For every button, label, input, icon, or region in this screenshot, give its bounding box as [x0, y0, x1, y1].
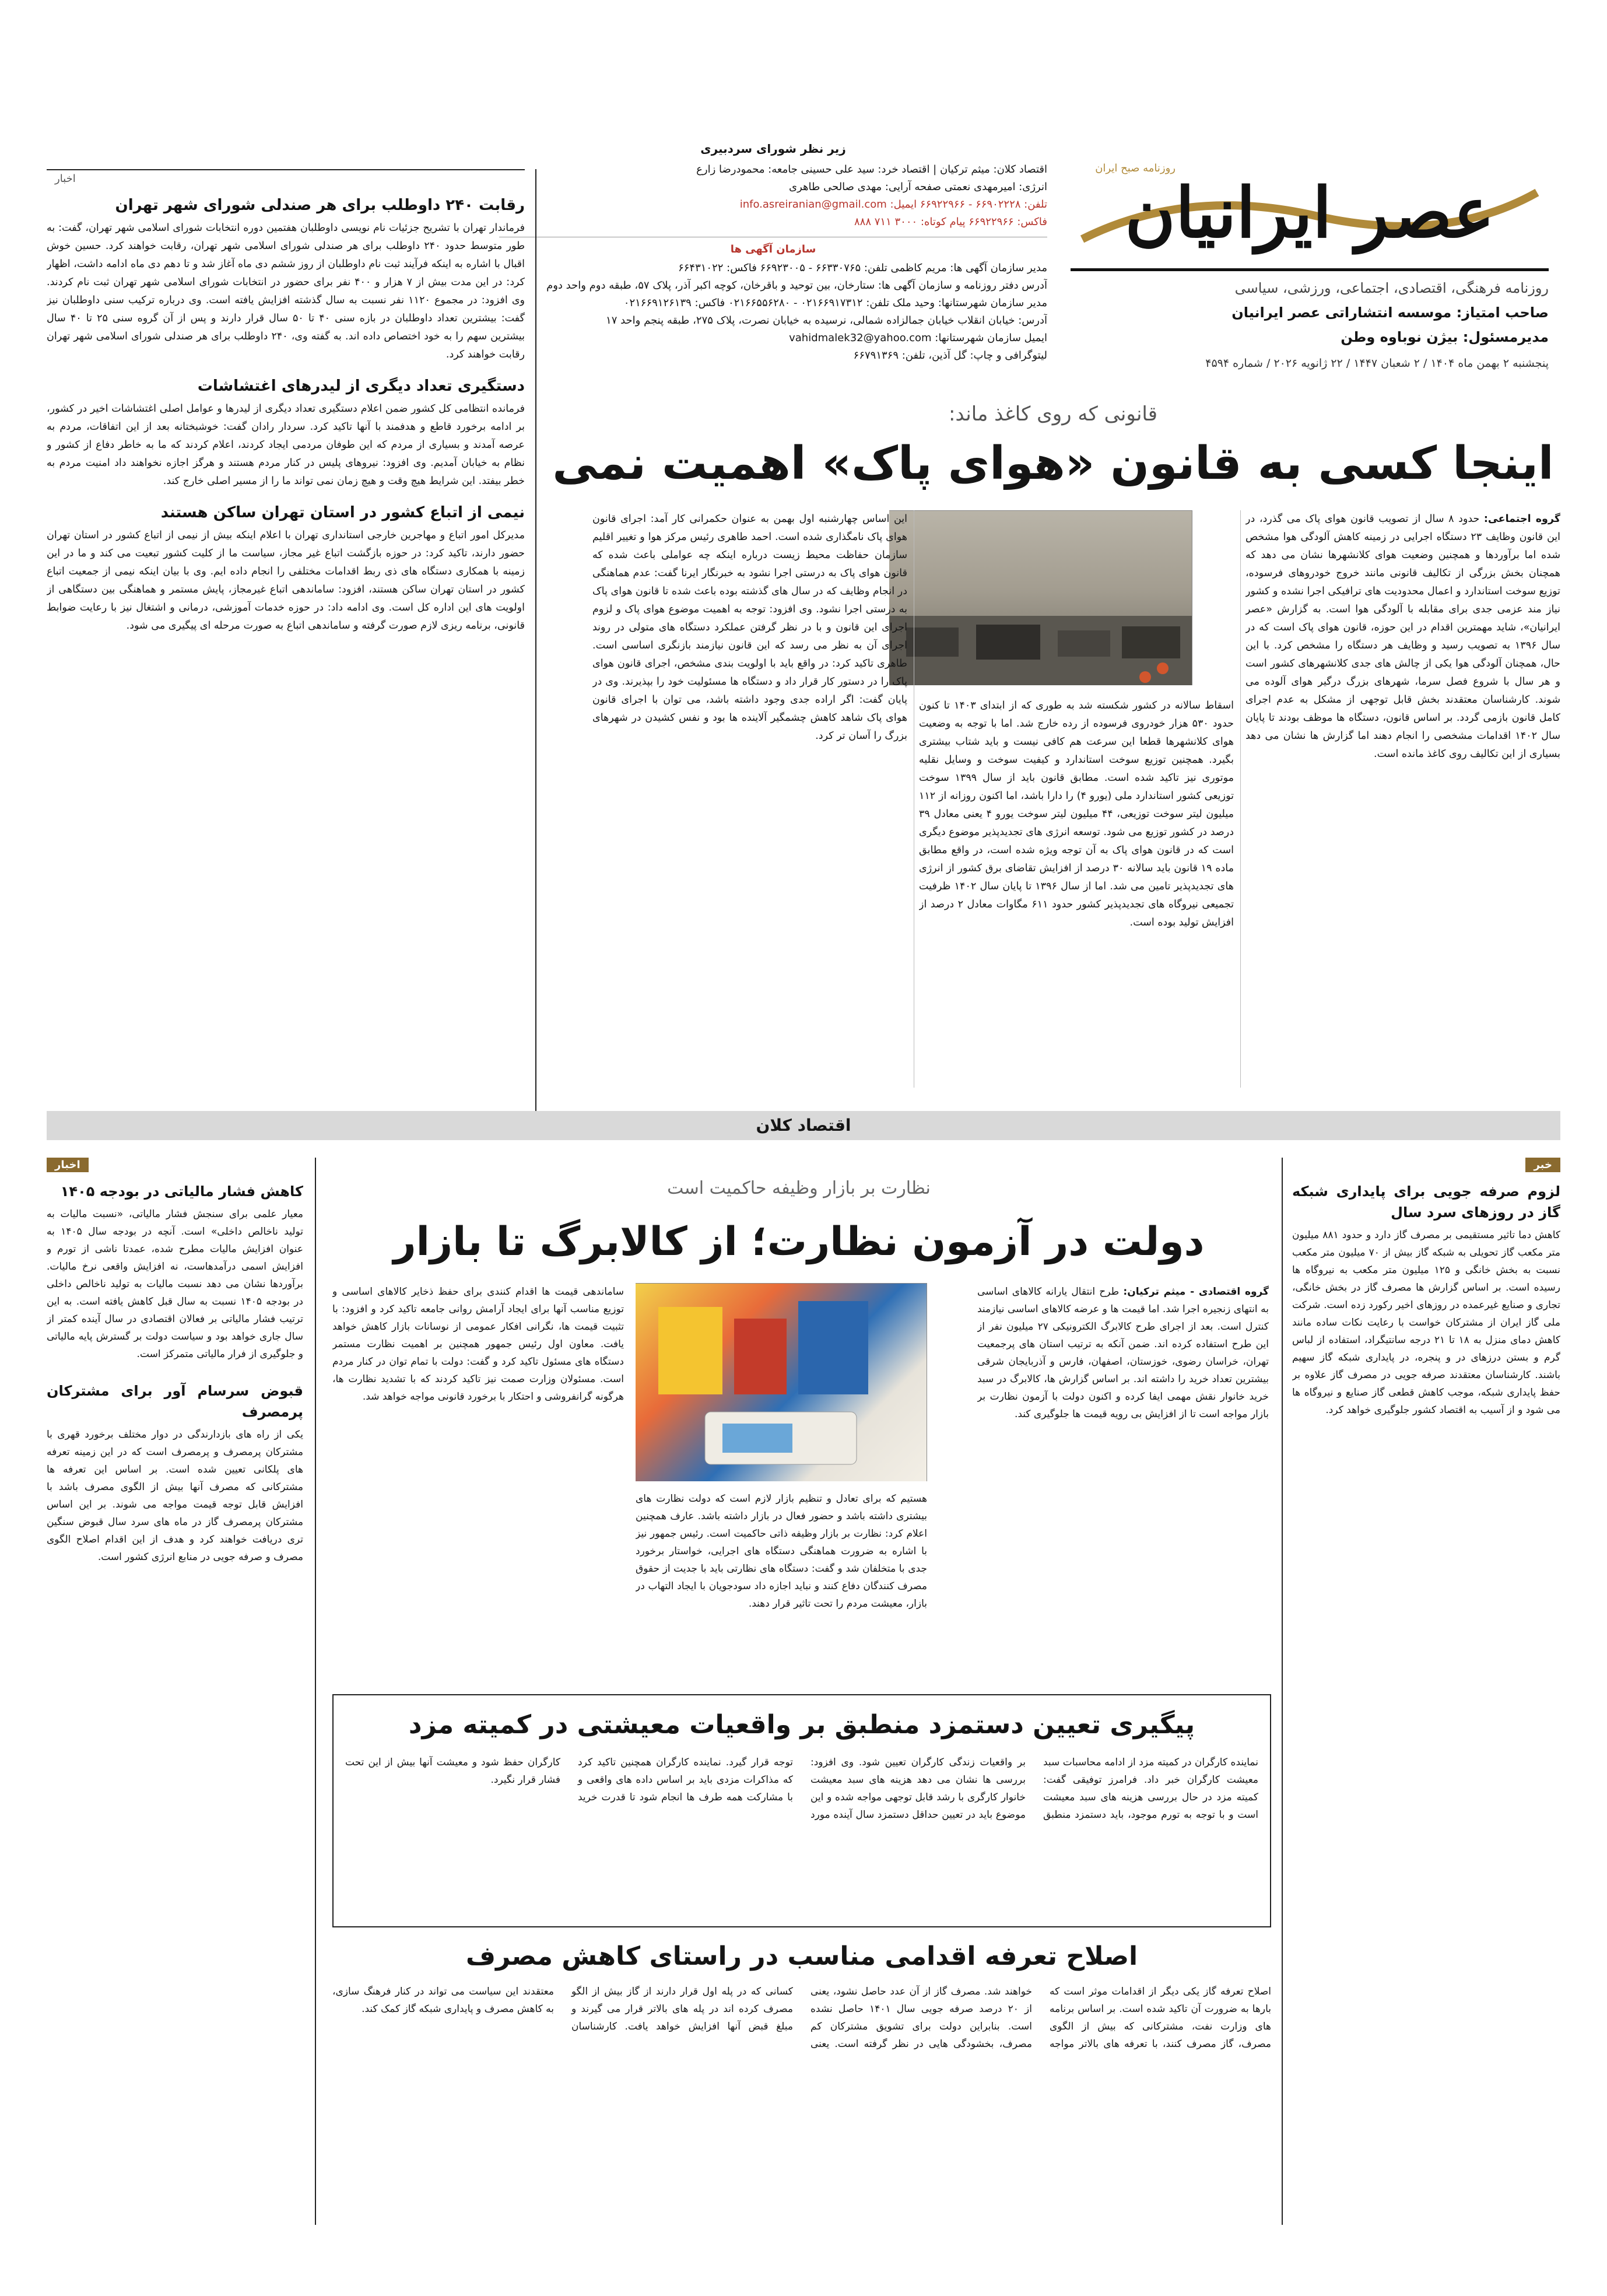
econ-left-body: معیار علمی برای سنجش فشار مالیاتی، «نسبت مالیات به تولید ناخالص داخلی» است. آنچه در بودجه سال ۱۴۰۵ به عنوان افزایش مالیات مطرح شده، عمدتا ناشی از تورم و افزایش اسمی درآمدهاست، نه افزایش واقعی نرخ مالیات. برآوردها نشان می دهد نسبت مالیات به تولید ناخالص داخلی در بودجه ۱۴۰۵ نسبت به سال قبل کاهش یافته است. به این ترتیب فشار مالیاتی بر فعالان اقتصادی در سال آینده کمتر از سال جاری خواهد بود و سیاست دولت بر گسترش پایه مالیاتی و جلوگیری از فرار مالیاتی متمرکز است. — [47, 1208, 303, 1360]
credits-line: فاکس: ۶۶۹۲۲۹۶۶ پیام کوتاه: ۳۰۰۰ ۷۱۱ ۸۸۸ — [854, 216, 1047, 228]
lead-label: گروه اجتماعی: — [1483, 513, 1560, 525]
econ-left-label: اخبار — [47, 1158, 89, 1172]
econ-lead-label: گروه اقتصادی - میثم ترکیان: — [1123, 1286, 1269, 1298]
lead-column-1 — [1245, 510, 1560, 1088]
lead-text: این اساس چهارشنبه اول بهمن به عنوان حکمرانی کار آمد: اجرای قانون هوای پاک نامگذاری شده است. احمد طاهری رئیس مرکز هوا و تغییر اقلیم سازمان حفاظت محیط زیست درباره اینکه چه عواملی باعث شده که قانون هوای پاک به درستی اجرا نشود به خبرنگار ایرنا گفت: عدم هماهنگی در انجام وظایف که در سال های گذشته بوده باعث شده تا قانون هوای پاک به درستی اجرا نشود. وی افزود: توجه به اهمیت موضوع هوای پاک و لزوم اجرای این قانون و با در نظر گرفتن عملکرد دستگاه های متولی در روند اجرای آن به نظر می رسد که این قانون نیازمند بازنگری اساسی است. طاهری تاکید کرد: در واقع باید با اولویت بندی مشخص، اجرای قانون هوای پاک را در دستور کار قرار داد و دستگاه ها مسئولیت خود را بپذیرند. وی در پایان گفت: اگر اراده جدی وجود داشته باشد، می توان با اجرای قانون هوای پاک شاهد کاهش چشمگیر آلاینده ها بود و نفس کشیدن در شهرهای بزرگ را آسان تر کرد. — [592, 513, 907, 742]
boxed-body: نماینده کارگران در کمیته مزد از ادامه محاسبات سبد معیشت کارگران خبر داد. فرامرز توفیقی گفت: کمیته مزد در حال بررسی هزینه های سبد معیشت است و با توجه به تورم موجود، باید دستمزد منطبق بر واقعیات زندگی کارگران تعیین شود. وی افزود: بررسی ها نشان می دهد هزینه های سبد معیشت خانوار کارگری با رشد قابل توجهی مواجه شده و این موضوع باید در تعیین حداقل دستمزد سال آینده مورد توجه قرار گیرد. نماینده کارگران همچنین تاکید کرد که مذاکرات مزدی باید بر اساس داده های واقعی و با مشارکت همه طرف ها انجام شود تا قدرت خرید کارگران حفظ شود و معیشت آنها بیش از این تحت فشار قرار نگیرد. — [345, 1757, 1258, 1821]
credits-line: تلفن: ۶۶۹۰۲۲۲۸ - ۶۶۹۲۲۹۶۶ ایمیل: info.asreiranian@gmail.com — [739, 198, 1047, 211]
econ-column-1 — [977, 1283, 1269, 1685]
econ-right-body: کاهش دما تاثیر مستقیمی بر مصرف گاز دارد و حدود ۸۸۱ میلیون متر مکعب گاز تحویلی به شبکه گاز بیش از ۷۰ میلیون متر مکعب نسبت به بخش خانگی و ۱۲۵ میلیون متر مکعب به نیروگاه ها رسیده است. بر اساس گزارش ها مصرف گاز در بخش خانگی، تجاری و صنایع غیرعمده در روزهای اخیر رکورد زده است. شرکت ملی گاز ایران از مشترکان خواست با رعایت نکات ساده مانند کاهش دمای منزل به ۱۸ تا ۲۱ درجه سانتیگراد، استفاده از لباس گرم و بستن درزهای در و پنجره، در پایداری شبکه گاز سهیم باشند. کارشناسان معتقدند صرفه جویی در مصرف گاز علاوه بر حفظ پایداری شبکه، موجب کاهش قطعی گاز صنایع و نیروگاه ها می شود و از آسیب به اقتصاد کشور جلوگیری خواهد کرد. — [1292, 1229, 1560, 1416]
logo-text: عصر ایرانیان — [1125, 172, 1494, 253]
econ-text: هستیم که برای تعادل و تنظیم بازار لازم است که دولت نظارت های بیشتری داشته باشد و حضور فعال در بازار داشته باشد. عارف همچنین اعلام کرد: نظارت بر بازار وظیفه ذاتی حاکمیت است. رئیس جمهور نیز با اشاره به ضرورت هماهنگی دستگاه های اجرایی، خواستار برخورد جدی با متخلفان شد و گفت: دستگاه های نظارتی باید با جدیت از حقوق مصرف کنندگان دفاع کنند و نباید اجازه داد سودجویان با ایجاد التهاب در بازار، معیشت مردم را تحت تاثیر قرار دهند. — [636, 1493, 927, 1610]
sidebar-news-title: رقابت ۲۴۰ داوطلب برای هر صندلی شورای شهر تهران — [115, 197, 525, 214]
credits-line: اقتصاد کلان: میثم ترکیان | اقتصاد خرد: سید علی حسینی جامعه: محمودرضا زارع — [696, 163, 1047, 176]
econ-headline: دولت در آزمون نظارت؛ از کالابرگ تا بازار — [393, 1219, 1205, 1265]
econ-left-title: کاهش فشار مالیاتی در بودجه ۱۴۰۵ — [60, 1183, 303, 1200]
masthead-logo — [1071, 152, 1549, 271]
lead-kicker: قانونی که روی کاغذ ماند: — [948, 402, 1158, 426]
sidebar-news-title: نیمی از اتباع کشور در استان تهران ساکن هستند — [160, 504, 525, 521]
econ-right-news — [1292, 1158, 1560, 2225]
econ-column-3 — [332, 1283, 624, 1685]
sidebar-news-body: فرماندار تهران با تشریح جزئیات نام نویسی داوطلبان هفتمین دوره انتخابات شورای اسلامی شهر تهران، گفت: به طور متوسط حدود ۲۴۰ داوطلب برای هر صندلی شورای اسلامی شهر تهران، رقابت خواهند کرد. حسین خوش اقبال با اشاره به اینکه فرآیند ثبت نام داوطلبان از روز ششم دی ماه آغاز شد و تا دهم دی ماه ادامه داشت، اظهار کرد: در این مدت بیش از ۷ هزار و ۴۰۰ نفر برای حضور در انتخابات شورای اسلامی شهر تهران ثبت نام کردند. وی افزود: در مجموع ۱۱۲۰ نفر نسبت به سال گذشته افزایش یافته است. وی درباره ترکیب سنی داوطلبان نیز گفت: بیشترین تعداد داوطلبان در بازه سنی ۴۰ تا ۵۰ سال قرار دارند و پس از آن گروه سنی ۲۵ تا ۴۰ سال بیشترین سهم را به خود اختصاص داده اند. به گفته وی، ۲۴۰ داوطلب برای هر صندلی شورای اسلامی شهر تهران رقابت خواهند کرد. — [47, 222, 525, 360]
ads-heading: سازمان آگهی ها — [499, 237, 1047, 258]
econ-right-title: لزوم صرفه جویی برای پایداری شبکه گاز در روزهای سرد سال — [1292, 1183, 1560, 1221]
news-sidebar — [47, 169, 525, 1114]
vertical-divider — [1282, 1158, 1283, 2225]
column-divider — [1240, 510, 1241, 1088]
sidebar-news-body: مدیرکل امور اتباع و مهاجرین خارجی استانداری تهران با اعلام اینکه بیش از نیمی از اتباع کشور در استان تهران حضور دارند، تاکید کرد: در حوزه بازگشت اتباع غیر مجاز، سیاست ما از کلیت کشور تبعیت می کند و ما در این زمینه با همکاری دستگاه های ذی ربط اقدامات مختلفی را انجام داده ایم. وی با بیان اینکه نیمی از جمعیت اتباع کشور در استان تهران ساکن هستند، افزود: ساماندهی اتباع غیرمجاز، پایش مستمر و هماهنگی بین دستگاهی از اولویت های این اداره کل است. وی ادامه داد: در حوزه خدمات آموزشی، درمانی و اشتغال نیز با رعایت ضوابط قانونی، برنامه ریزی لازم صورت گرفته و ساماندهی اتباع به صورت مرحله ای پیگیری می شود. — [47, 530, 525, 632]
econ-text: ساماندهی قیمت ها اقدام کنندی برای حفظ ذخایر کالاهای اساسی و توزیع مناسب آنها برای ایجاد آرامش روانی جامعه تاکید کرد و افزود: با تثبیت قیمت ها، نگرانی افکار عمومی از نوسانات بازار کاهش خواهد یافت. معاون اول رئیس جمهور همچنین بر اهمیت نظارت مستمر دستگاه های مسئول تاکید کرد و گفت: دولت با تمام توان در کنار مردم است. مسئولان وزارت صمت نیز تاکید کردند که با تشدید نظارت ها، هرگونه گرانفروشی و احتکار با برخورد قانونی مواجه خواهد شد. — [332, 1286, 624, 1403]
logo-caption: روزنامه صبح ایران — [1095, 162, 1176, 174]
vertical-divider — [315, 1158, 316, 2225]
boxed-story — [332, 1694, 1271, 1927]
lead-photo — [889, 510, 1192, 685]
ads-line: ایمیل سازمان شهرستانها: vahidmalek32@yahoo.com — [789, 332, 1047, 344]
lead-column-2 — [919, 697, 1234, 1088]
vertical-divider — [535, 169, 536, 1114]
econ-column-2 — [636, 1490, 927, 1685]
credits-heading: زیر نظر شورای سردبیری — [700, 142, 846, 156]
masthead-subtitle: روزنامه فرهنگی، اقتصادی، اجتماعی، ورزشی، سیاسی — [1234, 280, 1549, 296]
section-bar-title: اقتصاد کلان — [756, 1116, 851, 1135]
bottom-headline: اصلاح تعرفه اقدامی مناسب در راستای کاهش مصرف — [465, 1941, 1138, 1971]
boxed-headline: پیگیری تعیین دستمزد منطبق بر واقعیات معیشتی در کمیته مزد — [408, 1710, 1195, 1740]
econ-right-label: خبر — [1525, 1158, 1560, 1172]
sidebar-label: اخبار — [47, 171, 84, 186]
sidebar-news-title: دستگیری تعداد دیگری از لیدرهای اغتشاشات — [197, 377, 525, 395]
masthead-date: پنجشنبه ۲ بهمن ماه ۱۴۰۴ / ۲ شعبان ۱۴۴۷ / ۲۲ ژانویه ۲۰۲۶ / شماره ۴۵۹۴ — [1205, 357, 1549, 370]
groceries-photo-icon — [636, 1284, 927, 1481]
lead-text: اسقاط سالانه در کشور شکسته شد به طوری که از ابتدای ۱۴۰۳ تا کنون حدود ۵۳۰ هزار خودروی فرسوده از رده خارج شد. اما با توجه به وضعیت هوای کلانشهرها قطعا این سرعت هم کافی نیست و باید شتاب بیشتری بگیرد. همچنین توزیع سوخت استاندارد و کیفیت سوخت و وسایل نقلیه موتوری نیز تاکید شده است. مطابق قانون باید از سال ۱۳۹۹ سوخت توزیعی کشور استاندارد ملی (یورو ۴) را دارا باشد، اما اکنون روزانه از ۱۱۲ میلیون لیتر سوخت توزیعی، ۴۴ میلیون لیتر سوخت یورو ۴ یعنی معادل ۳۹ درصد در کشور توزیع می شود. توسعه انرژی های تجدیدپذیر موضوع دیگری است که در قانون هوای پاک به آن توجه ویژه شده است، در واقع مطابق ماده ۱۹ قانون باید سالانه ۳۰ درصد از افزایش تقاضای برق کشور از انرژی های تجدیدپذیر تامین می شد. اما از سال ۱۳۹۶ تا پایان سال ۱۴۰۲ ظرفیت تجمیعی نیروگاه های تجدیدپذیر کشور حدود ۶۱۱ مگاوات معادل ۲ درصد از افزایش تولید بوده است. — [919, 700, 1234, 928]
ads-line: آدرس دفتر روزنامه و سازمان آگهی ها: ستارخان، بین توحید و باقرخان، کوچه اکبر آذر، پلاک ۵۷، طبقه دوم واحد دوم — [546, 279, 1047, 292]
econ-text: طرح انتقال یارانه کالاهای اساسی به انتهای زنجیره اجرا شد. اما قیمت ها و عرضه کالاهای اساسی نیازمند کنترل است. بعد از اجرای طرح کالابرگ الکترونیکی ۲۷ میلیون نفر از این طرح استفاده کرده اند. ضمن آنکه به ترتیب استان های پرجمعیت تهران، خراسان رضوی، خوزستان، اصفهان، فارس و آذربایجان شرقی بیشترین تعداد خرید را داشته اند. بر اساس گزارش ها، کالابرگ در سبد خرید خانوار نقش مهمی ایفا کرده و اکنون دولت با آزمون نظارت بر بازار مواجه است تا از افزایش بی رویه قیمت ها جلوگیری کند. — [977, 1286, 1269, 1420]
ads-line: مدیر سازمان شهرستانها: وحید ملک تلفن: ۰۲۱۶۶۹۱۷۳۱۲ - ۰۲۱۶۶۵۵۶۲۸۰ فاکس: ۰۲۱۶۶۹۱۲۶۱۳۹ — [623, 297, 1047, 309]
credits-box — [499, 140, 1047, 385]
lead-column-3 — [592, 510, 907, 1088]
traffic-photo-icon — [889, 511, 1192, 685]
econ-left-body: یکی از راه های بازدارندگی در دوار مختلف برخورد قهری با مشترکان پرمصرف و پرمصرف است که در این زمینه تعرفه های پلکانی تعیین شده است. بر اساس این تعرفه ها مشترکانی که مصرف آنها بیش از الگوی مصرف باشد با افزایش قابل توجه قیمت مواجه می شوند. بر این اساس مشترکان پرمصرف گاز در ماه های سرد سال قبوض سنگین تری دریافت خواهند کرد و هدف از این اقدام اصلاح الگوی مصرف و صرفه جویی در منابع انرژی کشور است. — [47, 1429, 303, 1563]
section-bar — [47, 1111, 1560, 1140]
masthead — [1059, 140, 1560, 385]
lead-text: حدود ۸ سال از تصویب قانون هوای پاک می گذرد، در این قانون وظایف ۲۳ دستگاه اجرایی در زمینه کاهش آلودگی هوا مشخص شده اما برآوردها و همچنین وضعیت هوای کلانشهرها نشان می دهد که همچنان بخش بزرگی از تکالیف قانونی مانند خروج خودروهای فرسوده، توزیع سوخت استاندارد و اعمال محدودیت های ترافیکی اجرا نشده و کشور نیاز مند عزمی جدی برای مقابله با آلودگی هوا است. به گزارش «عصر ایرانیان»، شاید مهمترین اقدام در این حوزه، قانون هوای پاک است که در سال ۱۳۹۶ به تصویب رسید و وظایف هر دستگاه را مشخص کرد. با این حال، همچنان آلودگی هوا یکی از چالش های جدی کلانشهرهای کشور است و هر سال با شروع فصل سرما، شهرهای بزرگ درگیر هوای آلوده می شوند. کارشناسان معتقدند بخش قابل توجهی از مشکل به عدم اجرای کامل قانون بازمی گردد. بر اساس قانون، دستگاه ها موظف بودند تا پایان سال ۱۴۰۲ اقدامات مشخصی را انجام دهند اما گزارش ها نشان می دهد بسیاری از این تکالیف روی کاغذ مانده است. — [1245, 513, 1560, 760]
sidebar-news-body: فرمانده انتظامی کل کشور ضمن اعلام دستگیری تعداد دیگری از لیدرها و عوامل اصلی اغتشاشات اخیر در کشور، بر ادامه برخورد قاطع و هدفمند با آنها تاکید کرد. سردار رادان گفت: خوشبختانه بعد از این اتفاقات، مردم به عرصه آمدند و بسیاری از مردم که این طوفان مردمی ایجاد کردند، اعلام کردند که ما به خاطر دفاع از کشور و نظام به خیابان آمدیم. وی افزود: نیروهای پلیس در کنار مردم هستند و هرگز اجازه نخواهند داد امنیت مردم به خطر بیفتد. این شرایط هیچ وقت و هیچ زمان نمی تواند ما را از مسیر اصلی خارج کند. — [47, 403, 525, 487]
ads-line: لیتوگرافی و چاپ: گل آذین، تلفن: ۶۶۷۹۱۳۶۹ — [853, 349, 1047, 362]
lead-headline: اینجا کسی به قانون «هوای پاک» اهمیت نمی — [552, 437, 1554, 490]
bottom-body: اصلاح تعرفه گاز یکی دیگر از اقدامات موثر است که بارها به ضرورت آن تاکید شده است. بر اساس برنامه های وزارت نفت، مشترکانی که بیش از الگوی مصرف، گاز مصرف کنند، با تعرفه های بالاتر مواجه خواهند شد. مصرف گاز از آن عدد حاصل نشود، یعنی از ۲۰ درصد صرفه جویی سال ۱۴۰۱ حاصل نشده است. بنابراین دولت برای تشویق مشترکان کم مصرف، بخشودگی هایی در نظر گرفته است. یعنی کسانی که در پله اول قرار دارند از گاز بیش از الگو مصرف کرده اند در پله های بالاتر قرار می گیرند و مبلغ قبض آنها افزایش خواهد یافت. کارشناسان معتقدند این سیاست می تواند در کنار فرهنگ سازی، به کاهش مصرف و پایداری شبکه گاز کمک کند. — [332, 1986, 1271, 2050]
credits-line: انرژی: امیرمهدی نعمتی صفحه آرایی: مهدی صالحی طاهری — [789, 181, 1047, 193]
masthead-owner: صاحب امتیاز: موسسه انتشاراتی عصر ایرانیان — [1231, 304, 1549, 321]
ads-line: مدیر سازمان آگهی ها: مریم کاظمی تلفن: ۶۶۳۳۰۷۶۵ - ۶۶۹۲۳۰۰۵ فاکس: ۶۶۴۳۱۰۲۲ — [678, 262, 1047, 274]
ads-line: آدرس: خیابان انقلاب خیابان جمالزاده شمالی، نرسیده به خیابان نصرت، پلاک ۲۷۵، طبقه پنجم واحد ۱۷ — [606, 314, 1047, 327]
econ-left-news — [47, 1158, 303, 2225]
econ-photo — [636, 1283, 927, 1481]
econ-left-title: قبوض سرسام آور برای مشترکان پرمصرف — [47, 1383, 303, 1420]
econ-kicker: نظارت بر بازار وظیفه حاکمیت است — [667, 1178, 931, 1198]
masthead-director: مدیرمسئول: بیژن نوباوه وطن — [1341, 329, 1549, 345]
